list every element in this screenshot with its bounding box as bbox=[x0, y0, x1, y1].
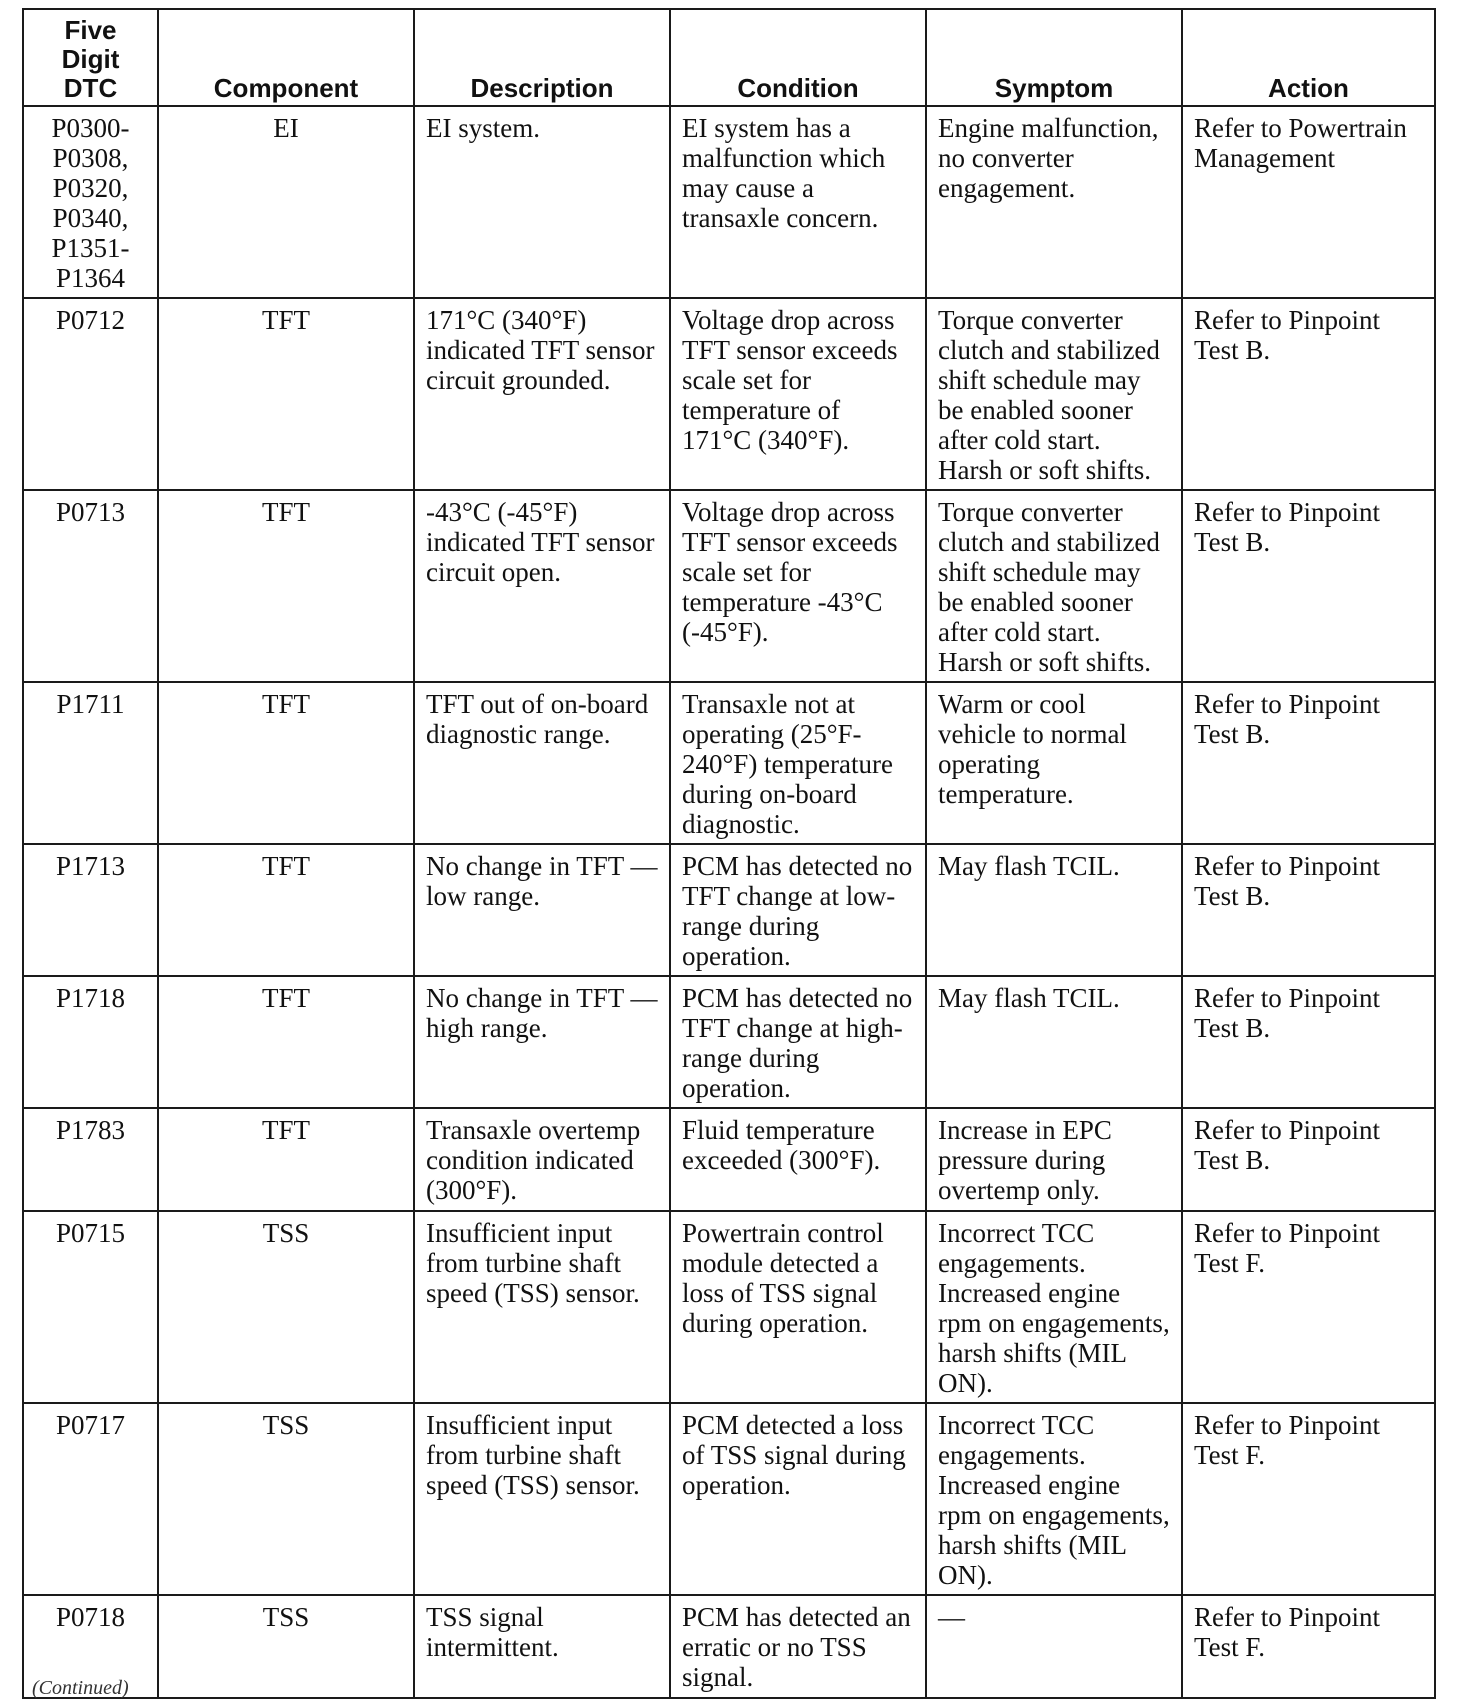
action-cell: Refer to Pinpoint Test B. bbox=[1182, 298, 1435, 490]
condition-cell: EI system has a malfunction which may cause a transaxle concern. bbox=[670, 106, 926, 298]
description-cell: 171°C (340°F) indicated TFT sensor circuit grounded. bbox=[414, 298, 670, 490]
table-row bbox=[23, 1403, 1435, 1595]
action-cell: Refer to Pinpoint Test B. bbox=[1182, 490, 1435, 682]
component-cell: TFT bbox=[158, 298, 414, 490]
component-cell: TSS bbox=[158, 1595, 414, 1698]
condition-cell: PCM has detected no TFT change at low-range during operation. bbox=[670, 844, 926, 976]
header-condition: Condition bbox=[670, 9, 926, 106]
action-cell: Refer to Pinpoint Test F. bbox=[1182, 1211, 1435, 1403]
component-cell: TFT bbox=[158, 490, 414, 682]
table-row bbox=[23, 1108, 1435, 1211]
condition-cell: PCM has detected an erratic or no TSS signal. bbox=[670, 1595, 926, 1698]
header-row bbox=[23, 9, 1435, 106]
description-cell: TSS signal intermittent. bbox=[414, 1595, 670, 1698]
condition-cell: Fluid temperature exceeded (300°F). bbox=[670, 1108, 926, 1211]
header-action: Action bbox=[1182, 9, 1435, 106]
description-cell: -43°C (-45°F) indicated TFT sensor circuit open. bbox=[414, 490, 670, 682]
header-component: Component bbox=[158, 9, 414, 106]
description-cell: Insufficient input from turbine shaft speed (TSS) sensor. bbox=[414, 1403, 670, 1595]
dtc-cell: P1713 bbox=[23, 844, 158, 976]
dtc-cell: P1711 bbox=[23, 682, 158, 844]
component-cell: TFT bbox=[158, 682, 414, 844]
table-row bbox=[23, 298, 1435, 490]
condition-cell: Voltage drop across TFT sensor exceeds scale set for temperature -43°C (-45°F). bbox=[670, 490, 926, 682]
symptom-cell: Warm or cool vehicle to normal operating temperature. bbox=[926, 682, 1182, 844]
header-symptom: Symptom bbox=[926, 9, 1182, 106]
dtc-cell: P1718 bbox=[23, 976, 158, 1108]
component-cell: EI bbox=[158, 106, 414, 298]
continued-note: (Continued) bbox=[32, 1677, 129, 1699]
dtc-cell: P0300- P0308, P0320, P0340, P1351- P1364 bbox=[23, 106, 158, 298]
condition-cell: PCM has detected no TFT change at high-range during operation. bbox=[670, 976, 926, 1108]
symptom-cell: May flash TCIL. bbox=[926, 976, 1182, 1108]
component-cell: TFT bbox=[158, 976, 414, 1108]
table-row bbox=[23, 106, 1435, 298]
action-cell: Refer to Pinpoint Test F. bbox=[1182, 1403, 1435, 1595]
symptom-cell: Incorrect TCC engagements. Increased engine rpm on engagements, harsh shifts (MIL ON). bbox=[926, 1403, 1182, 1595]
component-cell: TSS bbox=[158, 1403, 414, 1595]
description-cell: EI system. bbox=[414, 106, 670, 298]
description-cell: No change in TFT — low range. bbox=[414, 844, 670, 976]
table-row bbox=[23, 682, 1435, 844]
condition-cell: Powertrain control module detected a loss of TSS signal during operation. bbox=[670, 1211, 926, 1403]
action-cell: Refer to Pinpoint Test B. bbox=[1182, 844, 1435, 976]
dtc-cell: P0717 bbox=[23, 1403, 158, 1595]
symptom-cell: — bbox=[926, 1595, 1182, 1698]
action-cell: Refer to Pinpoint Test F. bbox=[1182, 1595, 1435, 1698]
condition-cell: Transaxle not at operating (25°F-240°F) temperature during on-board diagnostic. bbox=[670, 682, 926, 844]
component-cell: TSS bbox=[158, 1211, 414, 1403]
component-cell: TFT bbox=[158, 844, 414, 976]
dtc-cell: P1783 bbox=[23, 1108, 158, 1211]
dtc-table bbox=[22, 8, 1436, 1699]
dtc-cell: P0718 bbox=[23, 1595, 158, 1698]
table-row bbox=[23, 976, 1435, 1108]
action-cell: Refer to Pinpoint Test B. bbox=[1182, 682, 1435, 844]
header-description: Description bbox=[414, 9, 670, 106]
table-row bbox=[23, 1595, 1435, 1698]
table-row bbox=[23, 490, 1435, 682]
header-dtc: Five Digit DTC bbox=[23, 9, 158, 106]
symptom-cell: Incorrect TCC engagements. Increased engine rpm on engagements, harsh shifts (MIL ON). bbox=[926, 1211, 1182, 1403]
dtc-cell: P0715 bbox=[23, 1211, 158, 1403]
dtc-cell: P0712 bbox=[23, 298, 158, 490]
table-row bbox=[23, 1211, 1435, 1403]
symptom-cell: Engine malfunction, no converter engagement. bbox=[926, 106, 1182, 298]
condition-cell: PCM detected a loss of TSS signal during operation. bbox=[670, 1403, 926, 1595]
symptom-cell: Torque converter clutch and stabilized shift schedule may be enabled sooner after cold start. Harsh or soft shifts. bbox=[926, 298, 1182, 490]
condition-cell: Voltage drop across TFT sensor exceeds scale set for temperature of 171°C (340°F). bbox=[670, 298, 926, 490]
description-cell: No change in TFT — high range. bbox=[414, 976, 670, 1108]
dtc-cell: P0713 bbox=[23, 490, 158, 682]
action-cell: Refer to Pinpoint Test B. bbox=[1182, 1108, 1435, 1211]
description-cell: Transaxle overtemp condition indicated (300°F). bbox=[414, 1108, 670, 1211]
component-cell: TFT bbox=[158, 1108, 414, 1211]
table-row bbox=[23, 844, 1435, 976]
description-cell: TFT out of on-board diagnostic range. bbox=[414, 682, 670, 844]
symptom-cell: Torque converter clutch and stabilized shift schedule may be enabled sooner after cold start. Harsh or soft shifts. bbox=[926, 490, 1182, 682]
symptom-cell: May flash TCIL. bbox=[926, 844, 1182, 976]
symptom-cell: Increase in EPC pressure during overtemp only. bbox=[926, 1108, 1182, 1211]
action-cell: Refer to Pinpoint Test B. bbox=[1182, 976, 1435, 1108]
description-cell: Insufficient input from turbine shaft speed (TSS) sensor. bbox=[414, 1211, 670, 1403]
action-cell: Refer to Powertrain Management bbox=[1182, 106, 1435, 298]
